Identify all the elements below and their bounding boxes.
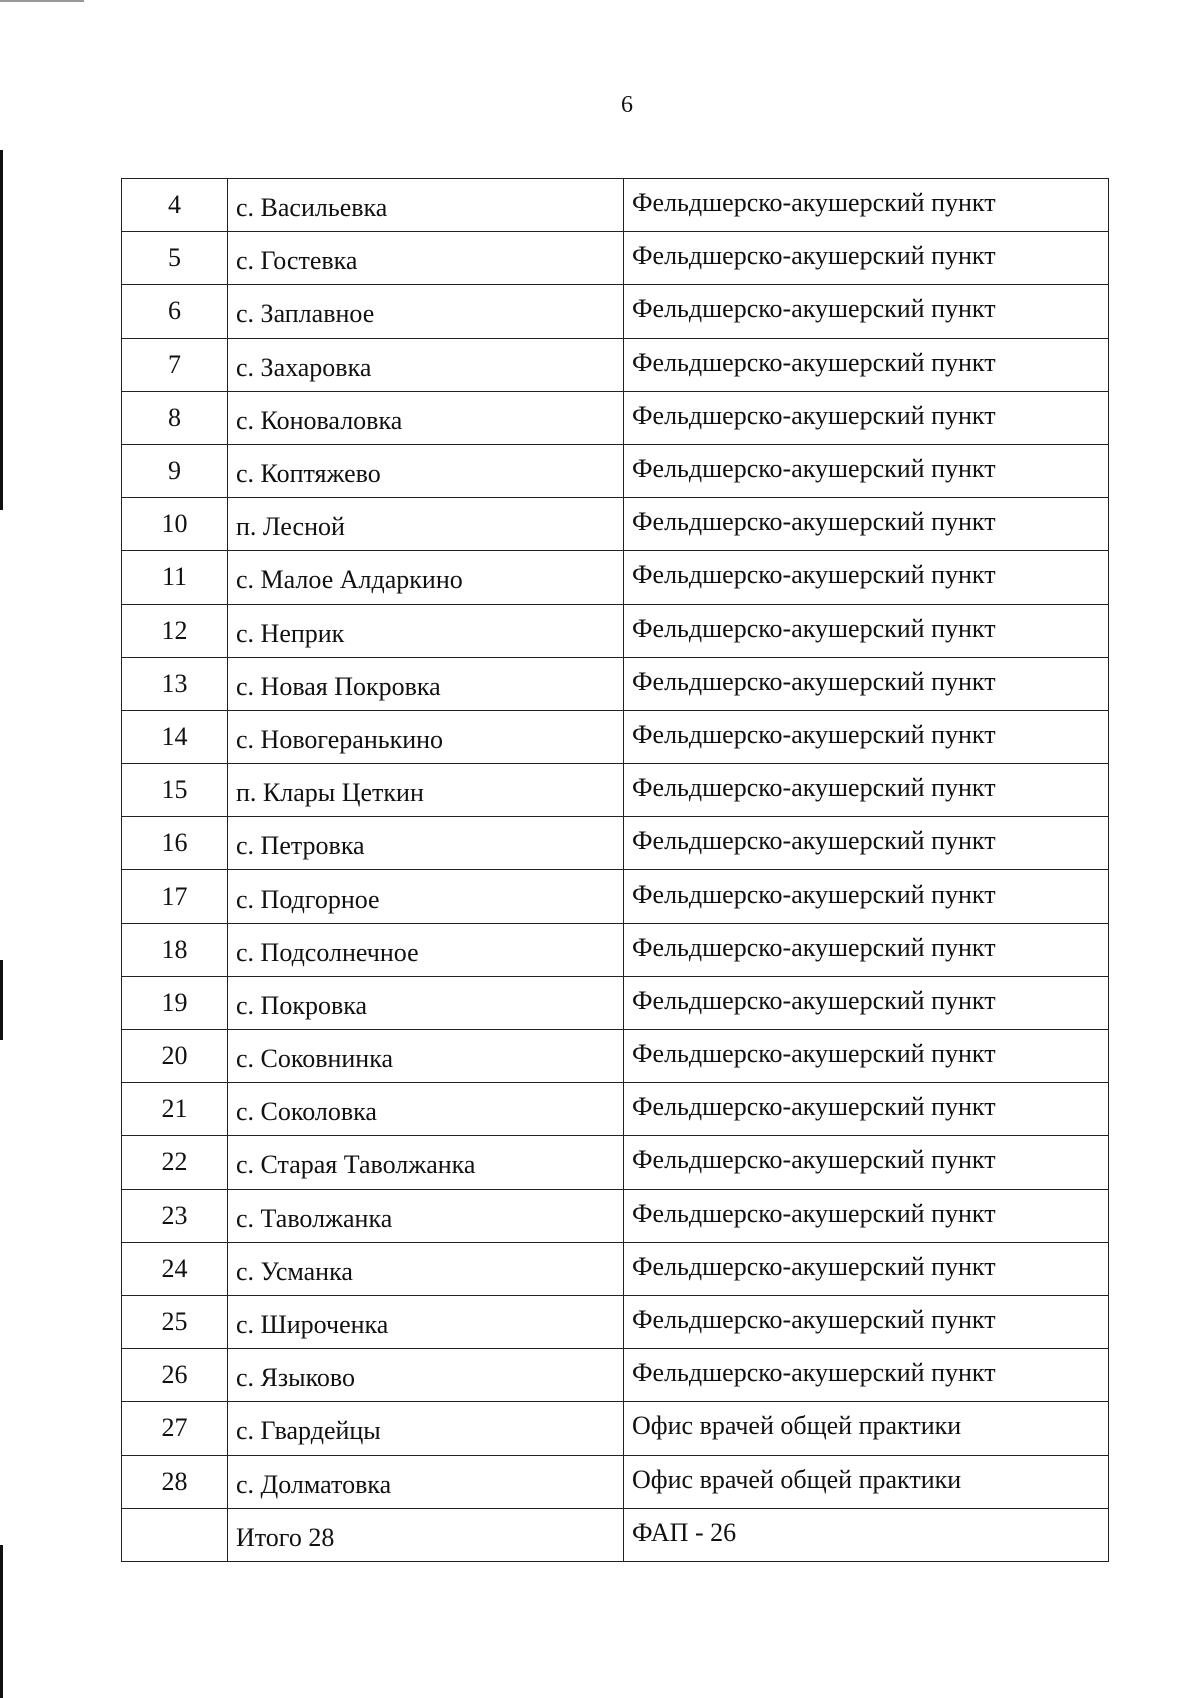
table-row	[122, 391, 1109, 444]
facility-type-cell: Фельдшерско-акушерский пункт	[624, 923, 1109, 976]
facility-type-cell: Фельдшерско-акушерский пункт	[624, 710, 1109, 763]
table-row	[122, 444, 1109, 497]
facility-type-cell: Фельдшерско-акушерский пункт	[624, 179, 1109, 232]
facilities-table	[121, 178, 1109, 1562]
row-number-cell: 5	[122, 232, 228, 285]
table-row	[122, 1030, 1109, 1083]
row-number-cell: 16	[122, 817, 228, 870]
table-row	[122, 338, 1109, 391]
row-number-cell: 27	[122, 1402, 228, 1455]
row-number-cell: 25	[122, 1295, 228, 1348]
row-number-cell: 26	[122, 1349, 228, 1402]
settlement-name-cell: с. Языково	[228, 1349, 624, 1402]
row-number-cell: 4	[122, 179, 228, 232]
facility-type-cell: Фельдшерско-акушерский пункт	[624, 1083, 1109, 1136]
table-row	[122, 1136, 1109, 1189]
row-number-cell	[122, 1508, 228, 1561]
settlement-name-cell: с. Коноваловка	[228, 391, 624, 444]
facility-type-cell: Фельдшерско-акушерский пункт	[624, 285, 1109, 338]
row-number-cell: 11	[122, 551, 228, 604]
settlement-name-cell: с. Захаровка	[228, 338, 624, 391]
row-number-cell: 15	[122, 764, 228, 817]
table-row	[122, 710, 1109, 763]
table-row	[122, 232, 1109, 285]
table-row	[122, 1242, 1109, 1295]
table-row	[122, 870, 1109, 923]
table-row	[122, 657, 1109, 710]
settlement-name-cell: с. Таволжанка	[228, 1189, 624, 1242]
facility-type-cell: Фельдшерско-акушерский пункт	[624, 657, 1109, 710]
scan-edge-mark	[0, 960, 3, 1040]
table-row	[122, 976, 1109, 1029]
settlement-name-cell: п. Клары Цеткин	[228, 764, 624, 817]
table-row	[122, 1455, 1109, 1508]
settlement-name-cell: с. Гостевка	[228, 232, 624, 285]
row-number-cell: 6	[122, 285, 228, 338]
row-number-cell: 22	[122, 1136, 228, 1189]
facility-type-cell: Фельдшерско-акушерский пункт	[624, 764, 1109, 817]
settlement-name-cell: с. Петровка	[228, 817, 624, 870]
settlement-name-cell: Итого 28	[228, 1508, 624, 1561]
row-number-cell: 19	[122, 976, 228, 1029]
table-row	[122, 1402, 1109, 1455]
settlement-name-cell: с. Соковнинка	[228, 1030, 624, 1083]
scan-edge-mark	[0, 150, 3, 510]
settlement-name-cell: с. Долматовка	[228, 1455, 624, 1508]
settlement-name-cell: с. Усманка	[228, 1242, 624, 1295]
table-row	[122, 179, 1109, 232]
facility-type-cell: Фельдшерско-акушерский пункт	[624, 1189, 1109, 1242]
row-number-cell: 20	[122, 1030, 228, 1083]
table-row	[122, 923, 1109, 976]
facility-type-cell: Офис врачей общей практики	[624, 1455, 1109, 1508]
row-number-cell: 10	[122, 498, 228, 551]
row-number-cell: 18	[122, 923, 228, 976]
table-row	[122, 285, 1109, 338]
row-number-cell: 8	[122, 391, 228, 444]
page-number: 6	[621, 92, 633, 118]
row-number-cell: 9	[122, 444, 228, 497]
facility-type-cell: Фельдшерско-акушерский пункт	[624, 391, 1109, 444]
row-number-cell: 7	[122, 338, 228, 391]
settlement-name-cell: с. Васильевка	[228, 179, 624, 232]
row-number-cell: 13	[122, 657, 228, 710]
facility-type-cell: Фельдшерско-акушерский пункт	[624, 1295, 1109, 1348]
facility-type-cell: Фельдшерско-акушерский пункт	[624, 444, 1109, 497]
table-row	[122, 1349, 1109, 1402]
settlement-name-cell: с. Подсолнечное	[228, 923, 624, 976]
scan-artifact-top	[0, 0, 84, 2]
facility-type-cell: Фельдшерско-акушерский пункт	[624, 1242, 1109, 1295]
settlement-name-cell: с. Соколовка	[228, 1083, 624, 1136]
row-number-cell: 24	[122, 1242, 228, 1295]
facility-type-cell: Фельдшерско-акушерский пункт	[624, 498, 1109, 551]
facility-type-cell: Фельдшерско-акушерский пункт	[624, 338, 1109, 391]
scan-edge-mark	[0, 1545, 3, 1698]
settlement-name-cell: с. Покровка	[228, 976, 624, 1029]
table-row	[122, 1083, 1109, 1136]
facility-type-cell: Фельдшерско-акушерский пункт	[624, 1349, 1109, 1402]
facility-type-cell: Офис врачей общей практики	[624, 1402, 1109, 1455]
facility-type-cell: Фельдшерско-акушерский пункт	[624, 232, 1109, 285]
settlement-name-cell: с. Неприк	[228, 604, 624, 657]
facility-type-cell: ФАП - 26	[624, 1508, 1109, 1561]
facility-type-cell: Фельдшерско-акушерский пункт	[624, 1136, 1109, 1189]
settlement-name-cell: с. Новогеранькино	[228, 710, 624, 763]
settlement-name-cell: с. Старая Таволжанка	[228, 1136, 624, 1189]
facility-type-cell: Фельдшерско-акушерский пункт	[624, 604, 1109, 657]
table-row	[122, 498, 1109, 551]
row-number-cell: 23	[122, 1189, 228, 1242]
row-number-cell: 21	[122, 1083, 228, 1136]
facility-type-cell: Фельдшерско-акушерский пункт	[624, 551, 1109, 604]
table-row	[122, 604, 1109, 657]
table-row	[122, 1189, 1109, 1242]
settlement-name-cell: с. Широченка	[228, 1295, 624, 1348]
facility-type-cell: Фельдшерско-акушерский пункт	[624, 976, 1109, 1029]
row-number-cell: 17	[122, 870, 228, 923]
settlement-name-cell: с. Новая Покровка	[228, 657, 624, 710]
table-row	[122, 817, 1109, 870]
settlement-name-cell: с. Подгорное	[228, 870, 624, 923]
table-row	[122, 764, 1109, 817]
table-total-row	[122, 1508, 1109, 1561]
row-number-cell: 14	[122, 710, 228, 763]
settlement-name-cell: с. Гвардейцы	[228, 1402, 624, 1455]
table-body	[122, 179, 1109, 1562]
settlement-name-cell: с. Коптяжево	[228, 444, 624, 497]
facility-type-cell: Фельдшерско-акушерский пункт	[624, 817, 1109, 870]
row-number-cell: 28	[122, 1455, 228, 1508]
settlement-name-cell: с. Заплавное	[228, 285, 624, 338]
settlement-name-cell: с. Малое Алдаркино	[228, 551, 624, 604]
table-row	[122, 1295, 1109, 1348]
settlement-name-cell: п. Лесной	[228, 498, 624, 551]
table-row	[122, 551, 1109, 604]
facility-type-cell: Фельдшерско-акушерский пункт	[624, 1030, 1109, 1083]
facility-type-cell: Фельдшерско-акушерский пункт	[624, 870, 1109, 923]
row-number-cell: 12	[122, 604, 228, 657]
